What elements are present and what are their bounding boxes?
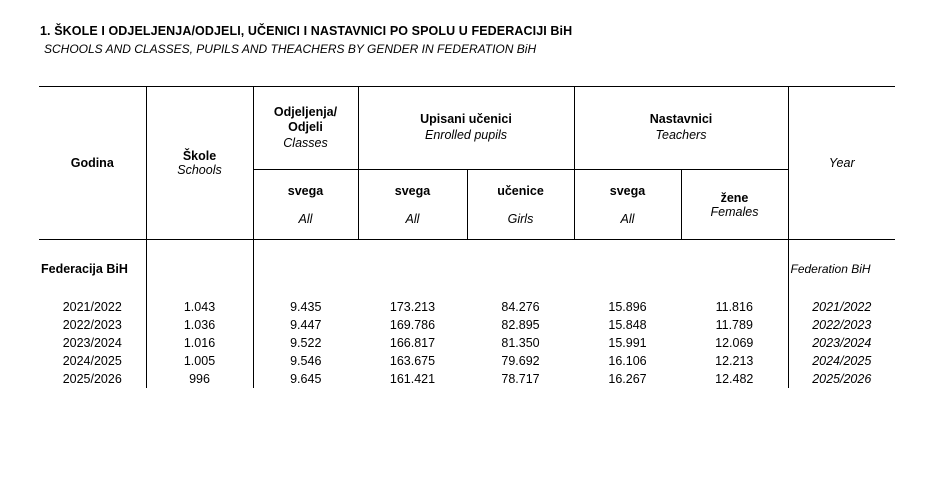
row-year-en: 2024/2025 (812, 353, 872, 368)
table-row (39, 316, 895, 334)
header-skole (146, 87, 253, 240)
row-schools: 1.005 (146, 352, 253, 370)
table-row (39, 352, 895, 370)
subheader-svega: svega (394, 183, 431, 198)
row-teachers: 16.267 (608, 371, 647, 386)
row-year: 2023/2024 (39, 334, 146, 352)
row-teachers: 15.896 (608, 299, 647, 314)
row-schools: 1.016 (146, 334, 253, 352)
row-classes: 9.546 (290, 353, 322, 368)
header-odjeli-label: Odjeli (288, 120, 323, 135)
subheader-girls (467, 170, 574, 240)
subheader-females (681, 170, 788, 240)
row-classes: 9.645 (290, 371, 322, 386)
header-nastavnici (574, 87, 788, 170)
subheader-svega: svega (287, 183, 324, 198)
header-skole-label: Škole (182, 149, 217, 163)
row-girls: 81.350 (501, 335, 540, 350)
row-schools: 996 (146, 370, 253, 388)
header-godina (39, 87, 146, 240)
region-label: Federacija BiH (39, 240, 146, 298)
row-year-en: 2022/2023 (812, 317, 872, 332)
row-girls: 79.692 (501, 353, 540, 368)
row-schools: 1.036 (146, 316, 253, 334)
header-nastavnici-label: Nastavnici (649, 112, 713, 127)
title-block (40, 24, 572, 56)
row-females: 11.789 (681, 316, 788, 334)
header-godina-label: Godina (70, 156, 114, 170)
row-teachers: 16.106 (608, 353, 647, 368)
table-row (39, 298, 895, 316)
row-females: 12.482 (681, 370, 788, 388)
row-pupils: 169.786 (389, 317, 436, 332)
table-row (39, 334, 895, 352)
row-year-en: 2021/2022 (812, 299, 872, 314)
statistics-table (39, 86, 895, 388)
row-classes: 9.522 (290, 335, 322, 350)
row-pupils: 173.213 (389, 299, 436, 314)
row-pupils: 166.817 (389, 335, 436, 350)
subheader-girls-label: Girls (507, 211, 534, 226)
table-subtitle: SCHOOLS AND CLASSES, PUPILS AND THEACHERS BY GENDER IN FEDERATION BiH (44, 42, 537, 56)
header-teachers-label: Teachers (655, 128, 707, 142)
row-year: 2025/2026 (39, 370, 146, 388)
row-girls: 84.276 (501, 299, 540, 314)
row-classes: 9.447 (290, 317, 322, 332)
subheader-classes-all (253, 170, 358, 240)
header-upisani (358, 87, 574, 170)
header-enrolled-label: Enrolled pupils (425, 128, 507, 142)
header-schools-label: Schools (177, 163, 222, 177)
row-schools: 1.043 (146, 298, 253, 316)
subheader-teachers-all (574, 170, 681, 240)
row-pupils: 161.421 (389, 371, 436, 386)
subheader-all: All (620, 211, 635, 226)
row-girls: 82.895 (501, 317, 540, 332)
subheader-females-label: Females (710, 204, 759, 219)
table-title: 1. ŠKOLE I ODJELJENJA/ODJELI, UČENICI I NASTAVNICI PO SPOLU U FEDERACIJI BiH (40, 24, 573, 38)
header-odjeljenja-label: Odjeljenja/ (273, 104, 338, 119)
row-year: 2021/2022 (39, 298, 146, 316)
row-classes: 9.435 (290, 299, 322, 314)
table-row (39, 370, 895, 388)
header-upisani-label: Upisani učenici (420, 112, 512, 127)
row-year-en: 2025/2026 (812, 371, 872, 386)
row-teachers: 15.848 (608, 317, 647, 332)
row-year: 2024/2025 (39, 352, 146, 370)
header-odjeljenja (253, 87, 358, 170)
subheader-all: All (298, 211, 313, 226)
header-classes-label: Classes (283, 135, 328, 150)
subheader-all: All (405, 211, 420, 226)
header-year (788, 87, 895, 240)
header-year-label: Year (828, 156, 855, 170)
row-females: 12.069 (681, 334, 788, 352)
subheader-ucenice: učenice (497, 183, 544, 198)
subheader-pupils-all (358, 170, 467, 240)
row-teachers: 15.991 (608, 335, 647, 350)
subheader-zene: žene (720, 190, 749, 205)
row-females: 11.816 (681, 298, 788, 316)
row-pupils: 163.675 (389, 353, 436, 368)
region-label-en: Federation BiH (790, 261, 871, 276)
row-girls: 78.717 (501, 371, 540, 386)
subheader-svega: svega (609, 183, 646, 198)
row-year: 2022/2023 (39, 316, 146, 334)
row-females: 12.213 (681, 352, 788, 370)
row-year-en: 2023/2024 (812, 335, 872, 350)
